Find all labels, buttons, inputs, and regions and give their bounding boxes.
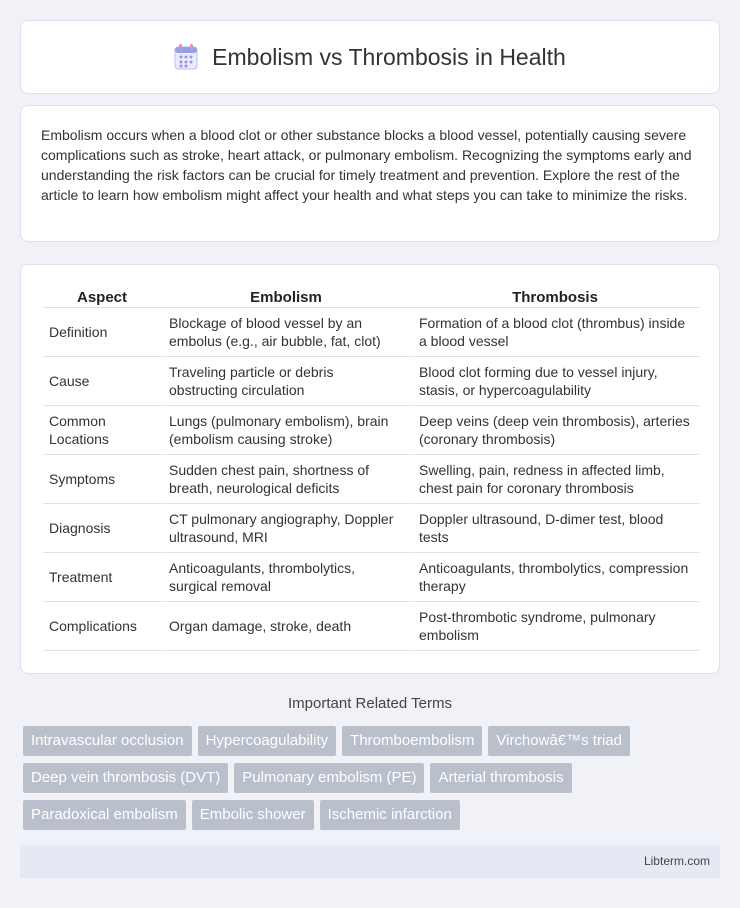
comparison-table-card: [20, 264, 720, 674]
related-term-tag[interactable]: Embolic shower: [192, 800, 314, 830]
row-thrombosis: Post-thrombotic syndrome, pulmonary embolism: [411, 602, 699, 651]
related-term-tag[interactable]: Pulmonary embolism (PE): [234, 763, 424, 793]
related-term-tag[interactable]: Virchowâ€™s triad: [488, 726, 630, 756]
related-term-tag[interactable]: Hypercoagulability: [198, 726, 337, 756]
row-embolism: CT pulmonary angiography, Doppler ultrasound, MRI: [161, 504, 411, 553]
row-aspect: Symptoms: [43, 455, 161, 504]
related-term-tag[interactable]: Paradoxical embolism: [23, 800, 186, 830]
related-term-tag[interactable]: Arterial thrombosis: [430, 763, 571, 793]
row-embolism: Organ damage, stroke, death: [161, 602, 411, 651]
related-term-tag[interactable]: Intravascular occlusion: [23, 726, 192, 756]
column-header-thrombosis: Thrombosis: [411, 287, 699, 308]
table-row: [43, 406, 699, 455]
row-embolism: Traveling particle or debris obstructing circulation: [161, 357, 411, 406]
row-aspect: Cause: [43, 357, 161, 406]
related-terms-list: [23, 726, 723, 837]
row-thrombosis: Blood clot forming due to vessel injury, stasis, or hypercoagulability: [411, 357, 699, 406]
header-card: [20, 20, 720, 94]
footer: [20, 845, 720, 878]
row-embolism: Lungs (pulmonary embolism), brain (embolism causing stroke): [161, 406, 411, 455]
related-term-tag[interactable]: Deep vein thrombosis (DVT): [23, 763, 228, 793]
related-terms-title: Important Related Terms: [288, 695, 452, 712]
table-row: [43, 553, 699, 602]
page-title: Embolism vs Thrombosis in Health: [212, 43, 566, 70]
table-row: [43, 504, 699, 553]
row-aspect: Common Locations: [43, 406, 161, 455]
table-row: [43, 357, 699, 406]
row-embolism: Anticoagulants, thrombolytics, surgical removal: [161, 553, 411, 602]
footer-site-link[interactable]: Libterm.com: [643, 854, 710, 868]
table-row: [43, 308, 699, 357]
row-embolism: Sudden chest pain, shortness of breath, neurological deficits: [161, 455, 411, 504]
row-thrombosis: Deep veins (deep vein thrombosis), arteries (coronary thrombosis): [411, 406, 699, 455]
calendar-icon: [174, 44, 198, 70]
row-thrombosis: Anticoagulants, thrombolytics, compression therapy: [411, 553, 699, 602]
related-term-tag[interactable]: Ischemic infarction: [320, 800, 460, 830]
table-header-row: [43, 287, 699, 308]
row-aspect: Treatment: [43, 553, 161, 602]
row-aspect: Complications: [43, 602, 161, 651]
related-term-tag[interactable]: Thromboembolism: [342, 726, 482, 756]
row-thrombosis: Doppler ultrasound, D-dimer test, blood tests: [411, 504, 699, 553]
row-aspect: Definition: [43, 308, 161, 357]
table-row: [43, 455, 699, 504]
column-header-aspect: Aspect: [43, 287, 161, 308]
table-row: [43, 602, 699, 651]
row-embolism: Blockage of blood vessel by an embolus (e.g., air bubble, fat, clot): [161, 308, 411, 357]
row-thrombosis: Swelling, pain, redness in affected limb, chest pain for coronary thrombosis: [411, 455, 699, 504]
comparison-table: [43, 287, 699, 651]
intro-text: Embolism occurs when a blood clot or other substance blocks a blood vessel, potentially causing severe complications such as stroke, heart attack, or pulmonary embolism. Recognizing the symptoms early and understanding the risk factors can be crucial for timely treatment and prevention. Explore the rest of the article to learn how embolism might affect your health and what steps you can take to minimize the risks.: [41, 127, 692, 203]
row-thrombosis: Formation of a blood clot (thrombus) inside a blood vessel: [411, 308, 699, 357]
intro-card: [20, 105, 720, 242]
column-header-embolism: Embolism: [161, 287, 411, 308]
row-aspect: Diagnosis: [43, 504, 161, 553]
